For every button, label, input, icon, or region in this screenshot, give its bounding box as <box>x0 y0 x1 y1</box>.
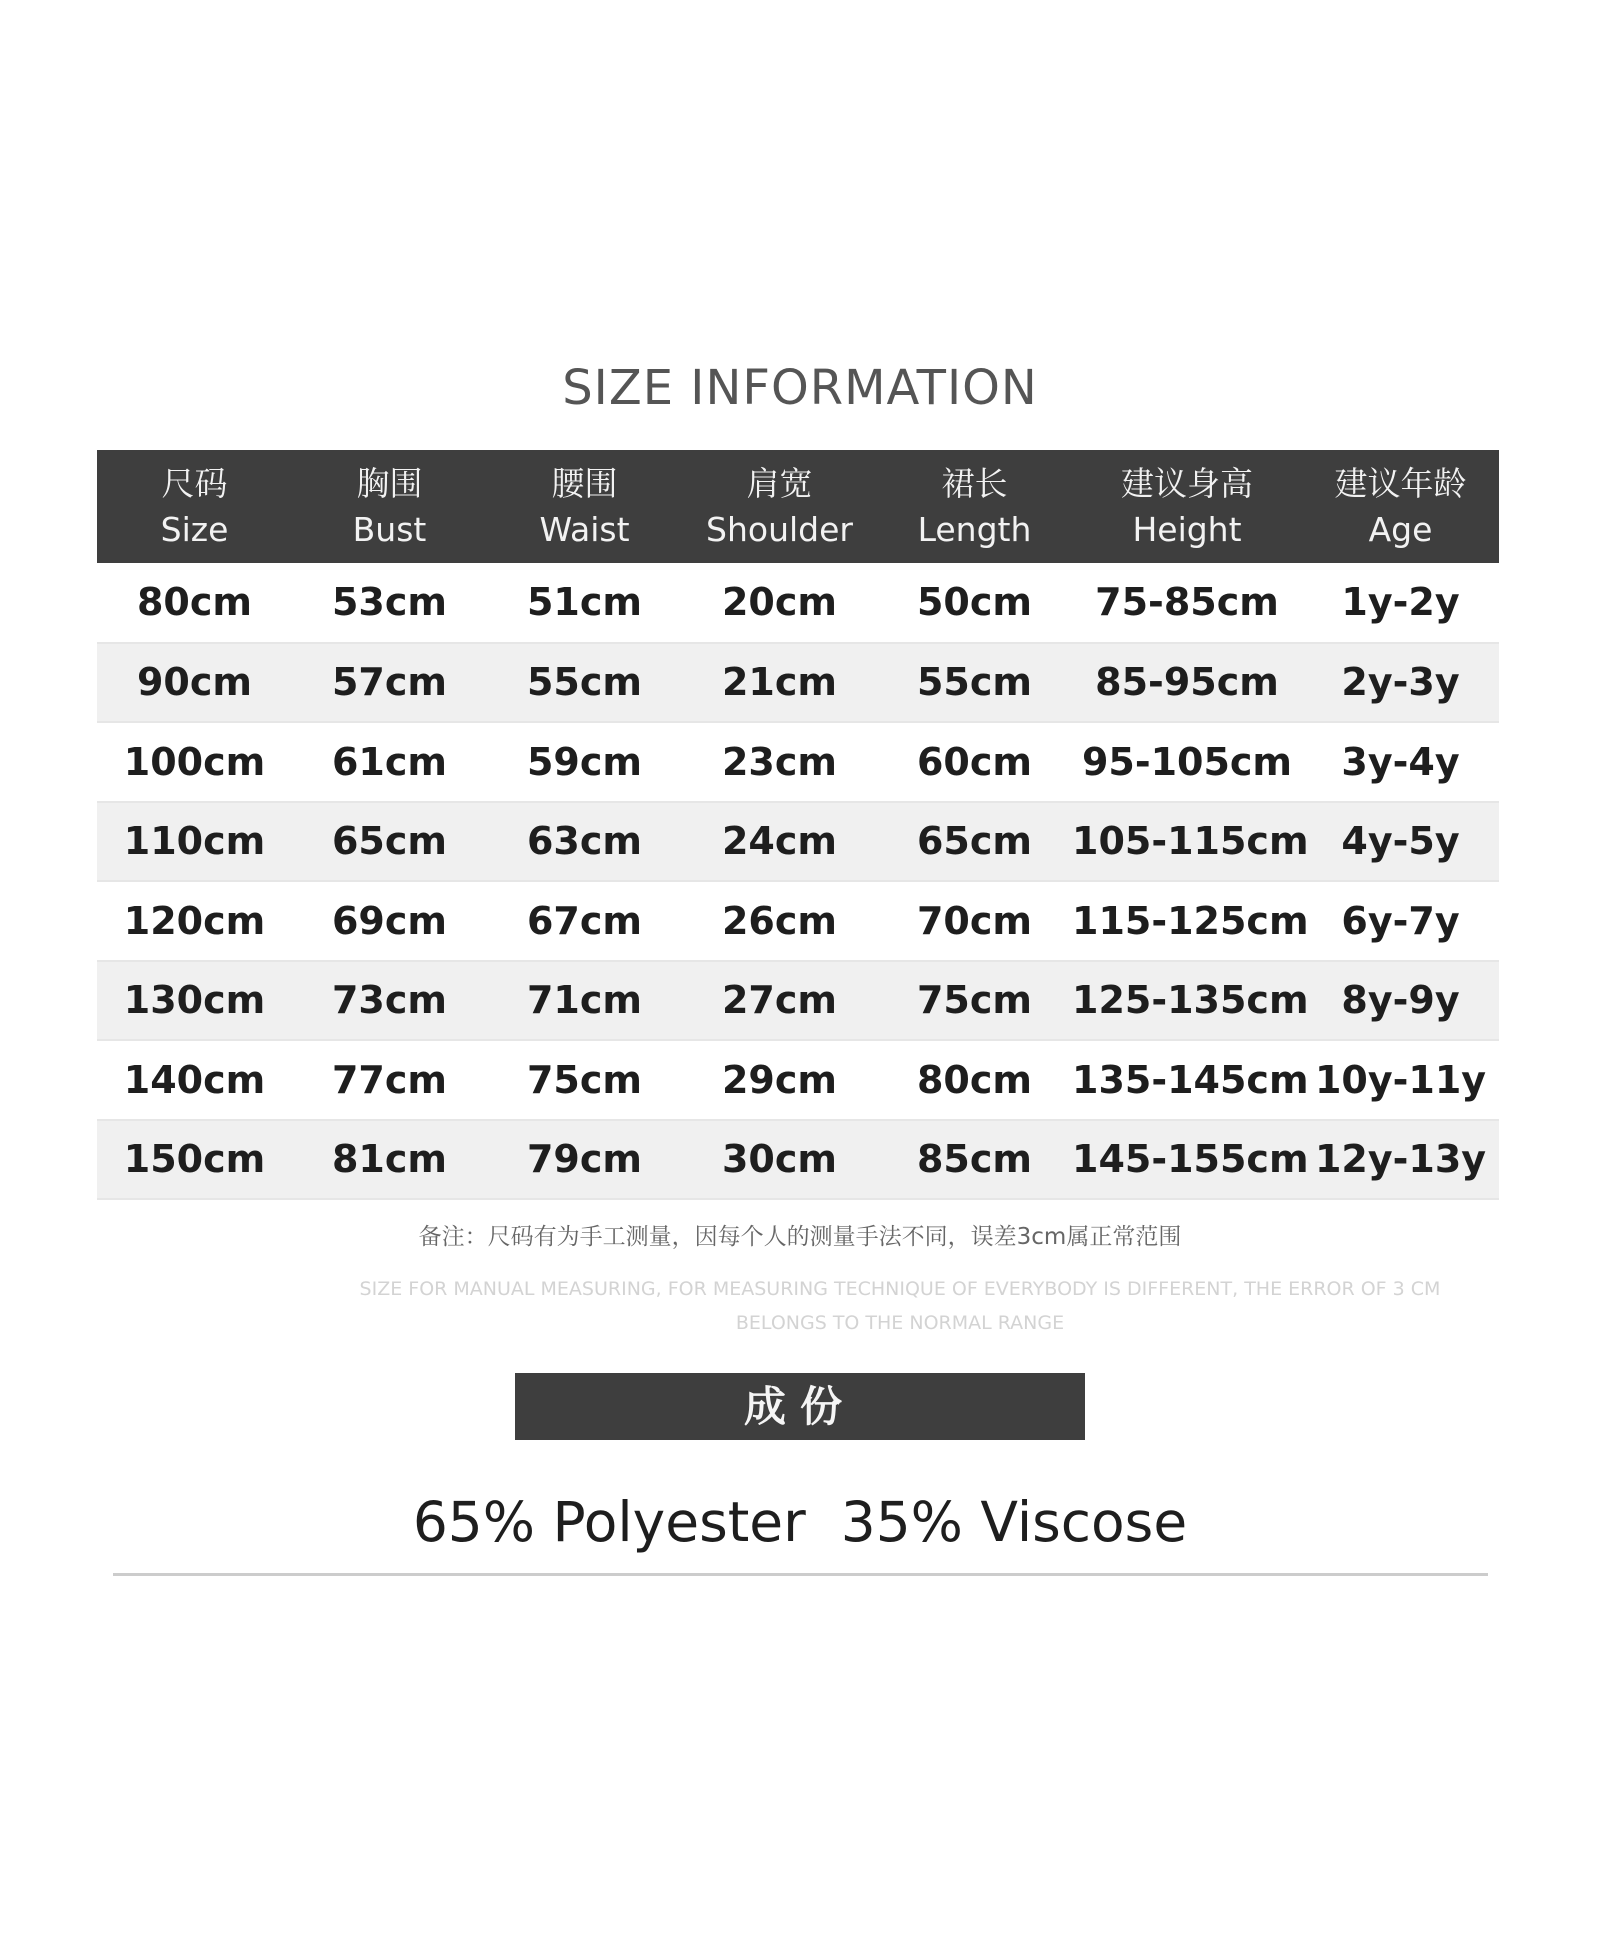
measurement-note-en-line: SIZE FOR MANUAL MEASURING, FOR MEASURING TECHNIQUE OF EVERYBODY IS DIFFERENT, THE ERROR OF 3 CM <box>359 1278 1441 1300</box>
table-row <box>97 802 1499 882</box>
table-cell: 130cm <box>97 961 292 1041</box>
table-row <box>97 563 1499 643</box>
table-cell: 4y-5y <box>1302 802 1499 882</box>
table-cell: 95-105cm <box>1072 722 1302 802</box>
table-cell: 75-85cm <box>1072 563 1302 643</box>
table-cell: 65cm <box>877 802 1072 882</box>
column-header-bust <box>292 450 487 563</box>
table-cell: 55cm <box>487 643 682 723</box>
table-row <box>97 961 1499 1041</box>
table-cell: 53cm <box>292 563 487 643</box>
composition-text: 65% Polyester 35% Viscose <box>412 1490 1188 1554</box>
table-cell: 63cm <box>487 802 682 882</box>
table-cell: 85cm <box>877 1120 1072 1200</box>
table-cell: 90cm <box>97 643 292 723</box>
table-cell: 8y-9y <box>1302 961 1499 1041</box>
column-header-en: Size <box>160 509 229 549</box>
table-cell: 24cm <box>682 802 877 882</box>
column-header-en: Length <box>917 509 1032 549</box>
table-cell: 105-115cm <box>1072 802 1302 882</box>
size-table-header <box>97 450 1499 563</box>
table-cell: 12y-13y <box>1302 1120 1499 1200</box>
column-header-length <box>877 450 1072 563</box>
table-cell: 1y-2y <box>1302 563 1499 643</box>
table-cell: 6y-7y <box>1302 881 1499 961</box>
size-table <box>97 450 1499 1200</box>
column-header-zh: 建议年龄 <box>1334 463 1467 503</box>
table-cell: 100cm <box>97 722 292 802</box>
table-row <box>97 722 1499 802</box>
table-cell: 75cm <box>487 1040 682 1120</box>
column-header-en: Shoulder <box>706 509 853 549</box>
table-cell: 2y-3y <box>1302 643 1499 723</box>
column-header-zh: 尺码 <box>161 463 228 503</box>
table-cell: 29cm <box>682 1040 877 1120</box>
table-row <box>97 1120 1499 1200</box>
table-cell: 77cm <box>292 1040 487 1120</box>
composition-header: 成份 <box>515 1373 1085 1440</box>
table-row <box>97 881 1499 961</box>
column-header-zh: 胸围 <box>356 463 423 503</box>
column-header-en: Height <box>1132 509 1242 549</box>
table-cell: 140cm <box>97 1040 292 1120</box>
bottom-divider <box>113 1573 1488 1576</box>
column-header-shoulder <box>682 450 877 563</box>
table-cell: 23cm <box>682 722 877 802</box>
table-cell: 150cm <box>97 1120 292 1200</box>
table-row <box>97 1040 1499 1120</box>
table-cell: 69cm <box>292 881 487 961</box>
table-cell: 135-145cm <box>1072 1040 1302 1120</box>
column-header-zh: 建议身高 <box>1121 463 1253 503</box>
table-cell: 20cm <box>682 563 877 643</box>
table-cell: 57cm <box>292 643 487 723</box>
table-cell: 80cm <box>877 1040 1072 1120</box>
measurement-note-zh: 备注：尺码有为手工测量，因每个人的测量手法不同，误差3cm属正常范围 <box>418 1224 1182 1250</box>
column-header-size <box>97 450 292 563</box>
table-cell: 59cm <box>487 722 682 802</box>
table-cell: 3y-4y <box>1302 722 1499 802</box>
table-cell: 110cm <box>97 802 292 882</box>
column-header-en: Age <box>1368 509 1433 549</box>
table-cell: 61cm <box>292 722 487 802</box>
column-header-waist <box>487 450 682 563</box>
size-table-body <box>97 563 1499 1199</box>
table-cell: 26cm <box>682 881 877 961</box>
table-cell: 70cm <box>877 881 1072 961</box>
column-header-zh: 肩宽 <box>746 463 813 503</box>
table-cell: 21cm <box>682 643 877 723</box>
table-cell: 79cm <box>487 1120 682 1200</box>
measurement-note-en <box>300 1272 1500 1340</box>
measurement-note-en-line: BELONGS TO THE NORMAL RANGE <box>735 1312 1065 1334</box>
column-header-en: Bust <box>352 509 427 549</box>
table-cell: 81cm <box>292 1120 487 1200</box>
table-row <box>97 643 1499 723</box>
table-cell: 75cm <box>877 961 1072 1041</box>
table-cell: 115-125cm <box>1072 881 1302 961</box>
page-title: SIZE INFORMATION <box>562 360 1038 416</box>
header-row <box>97 450 1499 563</box>
table-cell: 120cm <box>97 881 292 961</box>
table-cell: 67cm <box>487 881 682 961</box>
table-cell: 71cm <box>487 961 682 1041</box>
table-cell: 80cm <box>97 563 292 643</box>
table-cell: 10y-11y <box>1302 1040 1499 1120</box>
table-cell: 145-155cm <box>1072 1120 1302 1200</box>
column-header-en: Waist <box>539 509 630 549</box>
table-cell: 51cm <box>487 563 682 643</box>
table-cell: 60cm <box>877 722 1072 802</box>
table-cell: 65cm <box>292 802 487 882</box>
column-header-zh: 裙长 <box>941 463 1008 503</box>
table-cell: 27cm <box>682 961 877 1041</box>
table-cell: 125-135cm <box>1072 961 1302 1041</box>
table-cell: 85-95cm <box>1072 643 1302 723</box>
column-header-age <box>1302 450 1499 563</box>
table-cell: 50cm <box>877 563 1072 643</box>
table-cell: 73cm <box>292 961 487 1041</box>
table-cell: 30cm <box>682 1120 877 1200</box>
column-header-zh: 腰围 <box>551 463 618 503</box>
column-header-height <box>1072 450 1302 563</box>
table-cell: 55cm <box>877 643 1072 723</box>
